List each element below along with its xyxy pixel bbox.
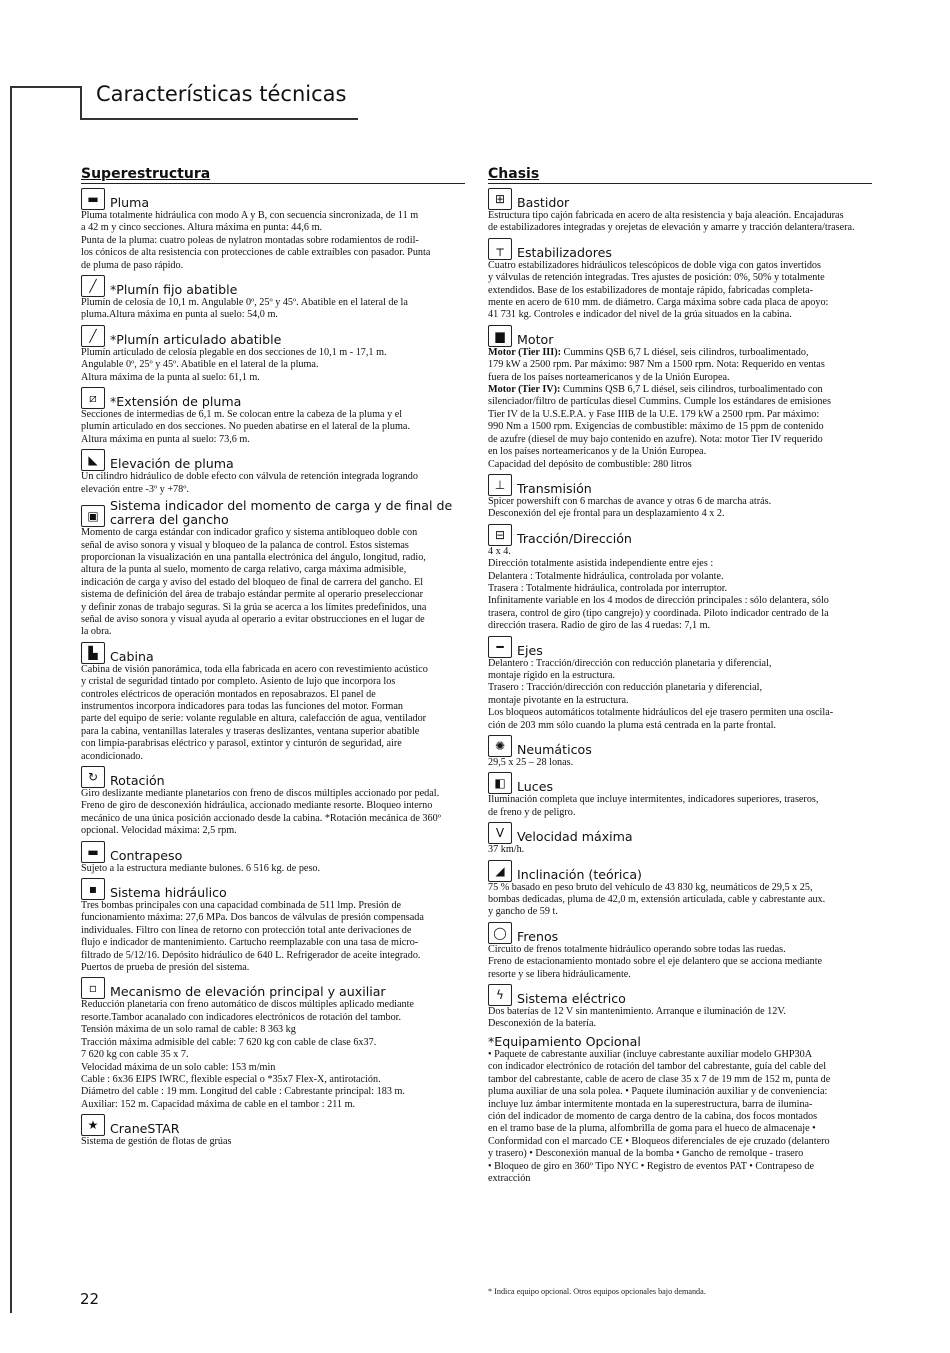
page-frame-vertical	[10, 86, 12, 1313]
superstructure-column	[81, 166, 465, 1152]
page-title: Características técnicas	[96, 82, 347, 106]
spec-section-title: Ejes	[517, 642, 543, 658]
spec-section-body: Cuatro estabilizadores hidráulicos telescópicos de doble viga con gatos invertidos y válvulas de retención integradas. Tres ajustes de posición: 0%, 50% y totalmente extendidos. Base de los estabilizadores de montaje rápido, fabricadas completa- mente en acero de 610 mm. de diámetro. Carga máxima sobre cada placa de apoyo: 41 731 kg. Controles e indicador del nivel de la grúa situados en la cabina.	[488, 259, 829, 321]
spec-section	[488, 822, 872, 856]
spec-section	[81, 325, 465, 384]
spec-section	[81, 387, 465, 446]
spec-section-title: Cabina	[110, 648, 154, 664]
spec-section-title: Bastidor	[517, 195, 570, 210]
spec-section-header	[488, 735, 872, 757]
spec-section-title: Rotación	[110, 773, 165, 788]
outrigger-icon: ┬	[488, 238, 512, 260]
spec-section	[81, 841, 465, 875]
optional-equipment-title: *Equipamiento Opcional	[488, 1033, 641, 1049]
spec-section-body: Plumín articulado de celosía plegable en dos secciones de 10,1 m - 17,1 m. Angulable 0º, 25º y 45º. Abatible en el lateral de la pluma. Altura máxima de la punta al suelo: 61,1 m.	[81, 346, 387, 383]
spec-section-body: Circuito de frenos totalmente hidráulico operando sobre todas las ruedas. Freno de estacionamiento montado sobre el eje delantero que se acciona mediante resorte y se libera hidráulicamente.	[488, 943, 823, 980]
spec-section-body: Estructura tipo cajón fabricada en acero de alta resistencia y baja aleación. Encajaduras de estabilizadores integradas y orejetas de elevación y amarre y tracción delantera/trasera.	[488, 210, 855, 234]
spec-section-body: Reducción planetaria con freno automático de discos múltiples aplicado mediante resorte.Tambor acanalado con indicadores electrónicos de rotación del tambor. Tensión máxima de un solo ramal de cable: 8 363 kg Tracción máxima admisible del cable: 7 620 kg con cable de clase 6x37. 7 620 kg con cable 35 x 7. Velocidad máxima de un solo cable: 153 m/min Cable : 6x36 EIPS IWRC, flexible especial o *35x7 Flex-X, antirotación. Diámetro del cable : 19 mm. Longitud del cable : Cabrestante principal: 183 m. Auxiliar: 152 m. Capacidad máxima de cable en el tambor : 211 m.	[81, 999, 414, 1110]
rotation-icon: ↻	[81, 766, 105, 788]
spec-section-title: Mecanismo de elevación principal y auxiliar	[110, 984, 386, 1000]
counterweight-icon: ▬	[81, 841, 105, 863]
spec-section	[81, 188, 465, 272]
spec-section-header	[488, 922, 872, 944]
page-frame-horizontal	[10, 86, 80, 88]
spec-section	[488, 772, 872, 819]
spec-section-header	[488, 636, 872, 658]
spec-section	[81, 977, 465, 1111]
spec-section-header	[81, 642, 465, 664]
spec-section-body: Dos baterías de 12 V sin mantenimiento. Arranque e iluminación de 12V. Desconexión de la batería.	[488, 1006, 786, 1030]
spec-section-title: Velocidad máxima	[517, 829, 633, 845]
spec-section-header	[488, 772, 872, 794]
spec-section-body: 37 km/h.	[488, 844, 525, 856]
spec-section-body: Giro deslizante mediante planetarios con freno de discos múltiples accionado por pedal. Freno de giro de desconexión hidráulica, accionado mediante resorte. Bloqueo interno mecánico de una única posición accionado desde la cabina. *Rotación mecánica de 360º opcional. Velocidad máxima: 2,5 rpm.	[81, 788, 441, 837]
spec-section-header	[81, 275, 465, 297]
frame-icon: ⊞	[488, 188, 512, 210]
load-moment-indicator-icon: ▣	[81, 505, 105, 527]
spec-section-header	[81, 1114, 465, 1136]
spec-section-header	[488, 238, 872, 260]
spec-section-header	[488, 822, 872, 844]
spec-section-title: Contrapeso	[110, 847, 183, 863]
tires-icon: ✺	[488, 735, 512, 757]
spec-section-header	[488, 984, 872, 1006]
footnote: * Indica equipo opcional. Otros equipos opcionales bajo demanda.	[488, 1287, 706, 1296]
spec-section-body: Sistema de gestión de flotas de grúas	[81, 1136, 232, 1148]
spec-section	[81, 449, 465, 496]
spec-section-header	[81, 188, 465, 210]
spec-section-title: Transmisión	[517, 480, 592, 496]
spec-section-title: Sistema eléctrico	[517, 991, 626, 1007]
spec-section-header	[81, 878, 465, 900]
electrical-icon: ϟ	[488, 984, 512, 1006]
spec-section-header	[488, 188, 872, 210]
chassis-column	[488, 166, 872, 1185]
engine-icon: ▆	[488, 325, 512, 347]
spec-section-body: 75 % basado en peso bruto del vehículo de 43 830 kg, neumáticos de 29,5 x 25, bombas dedicadas, pluma de 42,0 m, extensión articulada, cable y cabrestante aux. y gancho de 59 t.	[488, 881, 826, 918]
fixed-jib-icon: ╱	[81, 275, 105, 297]
articulated-jib-icon: ╱	[81, 325, 105, 347]
spec-section-title: Sistema hidráulico	[110, 885, 227, 901]
spec-section-body: Spicer powershift con 6 marchas de avance y otras 6 de marcha atrás. Desconexión del eje frontal para un desplazamiento 4 x 2.	[488, 495, 772, 520]
spec-section-body: Tres bombas principales con una capacidad combinada de 511 lmp. Presión de funcionamiento máxima: 27,6 MPa. Dos bancos de válvulas de presión compensada individuales. Filtro con línea de retorno con protección total ante derivaciones de flujo e indicador de mantenimiento. Cartucho reemplazable con una tasa de micro- filtrado de 5/12/16. Depósito hidráulico de 640 L. Refrigerador de aceite integrado. Puertos de prueba de presión del sistema.	[81, 900, 424, 974]
spec-section	[81, 1114, 465, 1148]
spec-section-header	[488, 474, 872, 496]
hoist-icon: ▫	[81, 977, 105, 999]
spec-section	[81, 878, 465, 974]
spec-section-title: Sistema indicador del momento de carga y de final de carrera del gancho	[110, 498, 453, 528]
spec-section	[488, 984, 872, 1031]
spec-section	[488, 188, 872, 235]
spec-section	[81, 642, 465, 763]
spec-section-body: Iluminación completa que incluye intermitentes, indicadores superiores, traseros, de freno y de peligro.	[488, 794, 819, 818]
spec-section-header	[488, 325, 872, 347]
spec-section-body: Pluma totalmente hidráulica con modo A y B, con secuencia sincronizada, de 11 m a 42 m y cinco secciones. Altura máxima en punta: 44,6 m. Punta de la pluma: cuatro poleas de nylatron montadas sobre rodamientos de rodil- los cónicos de alta resistencia con protecciones de cable extraíbles con pasador. Punta de pluma de paso rápido.	[81, 210, 431, 271]
boom-extension-icon: ⧄	[81, 387, 105, 409]
spec-section-body: 29,5 x 25 – 28 lonas.	[488, 757, 574, 768]
spec-section-title: *Extensión de pluma	[110, 394, 242, 410]
spec-section	[81, 766, 465, 838]
max-speed-icon: V	[488, 822, 512, 844]
spec-section-title: Inclinación (teórica)	[517, 866, 642, 882]
optional-equipment-body: • Paquete de cabrestante auxiliar (incluye cabrestante auxiliar modelo GHP30A con indicador electrónico de rotación del tambor del cabrestante, guía del cable del tambor del cabrestante, cable de acero de clase 35 x 7 de 19 mm de 152 m, punta de pluma auxiliar de una sola polea. • Paquete iluminación auxiliar y de conveniencia: incluye luz ámbar intermitente montada en la superestructura, barra de ilumina- ción del indicador de momento de carga dentro de la cabina, dos focos montados en el tramo base de la pluma, alfombrilla de goma para el hueco de almacenaje • Conformidad con el marcado CE • Bloqueos diferenciales de eje cruzado (delantero y trasero) • Desconexión manual de la bomba • Gancho de remolque - trasero • Bloqueo de giro en 360º Tipo NYC • Registro de eventos PAT • Contrapeso de extracción	[488, 1048, 831, 1184]
spec-section-body: Cabina de visión panorámica, toda ella fabricada en acero con revestimiento acústico y cristal de seguridad tintado por completo. Asiento de lujo que incorpora los controles eléctricos de operación montados en reposabrazos. El panel de instrumentos incorpora indicadores para todas las funciones del motor. Forman parte del equipo de serie: volante regulable en altura, calefacción de agua, ventilador para la cabina, ventanillas laterales y traseras deslizantes, ventana superior abatible con limpia-parabrisas eléctrico y parasol, extintor y cinturón de seguridad, aire acondicionado.	[81, 663, 428, 762]
spec-section	[488, 524, 872, 633]
boom-elevation-icon: ◣	[81, 449, 105, 471]
transmission-icon: ⊥	[488, 474, 512, 496]
spec-section-header	[81, 325, 465, 347]
page-number: 22	[80, 1290, 100, 1308]
brakes-icon: ◯	[488, 922, 512, 944]
spec-section-header	[81, 977, 465, 999]
spec-section	[488, 636, 872, 732]
spec-section-body: Secciones de intermedias de 6,1 m. Se colocan entre la cabeza de la pluma y el plumín articulado en dos secciones. No pueden abatirse en el lateral de la pluma. Altura máxima en punta al suelo: 73,6 m.	[81, 409, 410, 445]
spec-section-body: Un cilindro hidráulico de doble efecto con válvula de retención integrada logrando elevación entre -3º y +78º.	[81, 471, 418, 495]
spec-section	[488, 922, 872, 981]
spec-section	[488, 238, 872, 322]
lights-icon: ◧	[488, 772, 512, 794]
spec-section-header	[81, 841, 465, 863]
spec-section-header	[488, 524, 872, 546]
gradeability-icon: ◢	[488, 860, 512, 882]
spec-section	[81, 499, 465, 639]
spec-section	[81, 275, 465, 322]
spec-section	[488, 325, 872, 471]
spec-section-title: Motor	[517, 331, 554, 347]
spec-section-title: Neumáticos	[517, 742, 592, 757]
spec-section-body: Sujeto a la estructura mediante bulones. 6 516 kg. de peso.	[81, 862, 321, 874]
spec-section-title: Pluma	[110, 195, 150, 210]
spec-section-title: Frenos	[517, 928, 559, 944]
hydraulic-system-icon: ▪	[81, 878, 105, 900]
spec-section-header	[81, 499, 465, 527]
spec-section-header	[81, 449, 465, 471]
crane-boom-icon: ▬	[81, 188, 105, 210]
spec-section-title: Elevación de pluma	[110, 456, 234, 472]
spec-section-title: *Plumín articulado abatible	[110, 331, 282, 347]
spec-section-body: Delantero : Tracción/dirección con reducción planetaria y diferencial, montaje rígido en la estructura. Trasero : Tracción/dirección con reducción planetaria y diferencial, montaje pivotante en la estructura. Los bloqueos automáticos totalmente hidráulicos del eje trasero permiten una oscila- ción de 203 mm sólo cuando la pluma está centrada en la parte frontal.	[488, 657, 834, 731]
spec-section	[488, 860, 872, 919]
spec-section-title: Estabilizadores	[517, 244, 612, 260]
spec-section-title: *Plumín fijo abatible	[110, 282, 238, 298]
spec-section-header	[81, 766, 465, 788]
spec-section-title: CraneSTAR	[110, 1121, 180, 1137]
spec-section-body: Plumín de celosía de 10,1 m. Angulable 0º, 25º y 45º. Abatible en el lateral de la pluma.Altura máxima en punta al suelo: 54,0 m.	[81, 297, 408, 321]
spec-section-body: 4 x 4. Dirección totalmente asistida independiente entre ejes : Delantera : Totalmente hidráulica, controlada por volante. Trasera : Totalmente hidráulica, controlada por interruptor. Infinitamente variable en los 4 modos de dirección principales : sólo delantera, sólo trasera, control de giro (tipo cangrejo) y coordinada. Piloto indicador centrado de la dirección trasera. Radio de giro de las 4 ruedas: 7,1 m.	[488, 545, 829, 632]
spec-section-header	[488, 860, 872, 882]
spec-section	[488, 474, 872, 521]
spec-section	[488, 735, 872, 769]
spec-section-body: Motor (Tier III): Cummins QSB 6,7 L diésel, seis cilindros, turboalimentado, 179 kW a 2500 rpm. Par máximo: 987 Nm a 1500 rpm. Nota: Requerido en ventas fuera de los países norteamericanos y de la Unión Europea. Motor (Tier IV): Cummins QSB 6,7 L diésel, seis cilindros, turboalimentado con silenciador/filtro de partículas diesel Cummins. Cumple los estándares de emisiones Tier IV de la U.S.E.P.A. y Fase IIIB de la U.E. 179 kW a 2500 rpm. Par máximo: 990 Nm a 1500 rpm. Exigencias de combustible: máximo de 15 ppm de contenido de azufre (diesel de muy bajo contenido en azufre). Nota: motor Tier IV requerido en los países norteamericanos y de la Unión Europea. Capacidad del depósito de combustible: 280 litros	[488, 346, 831, 470]
steering-icon: ⊟	[488, 524, 512, 546]
cab-icon: ▙	[81, 642, 105, 664]
spec-section-title: Luces	[517, 779, 554, 795]
chassis-heading: Chasis	[488, 166, 872, 184]
spec-section-header	[81, 387, 465, 409]
axles-icon: ━	[488, 636, 512, 658]
superstructure-heading: Superestructura	[81, 166, 465, 184]
spec-section-body: Momento de carga estándar con indicador grafico y sistema antibloqueo doble con señal de aviso sonora y visual y bloqueo de la palanca de control. Estos sistemas proporcionan la visualización en una pantalla electrónica del ángulo, longitud, radio, altura de la punta al suelo, momento de carga relativo, carga máxima admisible, indicación de carga y aviso del estado del bloqueo de final de carrera del gancho. El sistema de definición del área de trabajo estándar permite al operario preseleccionar y definir zonas de trabajo seguras. Si la grúa se acerca a los límites predefinidos, una señal de aviso sonora y visual ayuda al operario a evitar obstrucciones en el lugar de la obra.	[81, 527, 427, 638]
spec-section-title: Tracción/Dirección	[517, 530, 632, 546]
star-icon: ★	[81, 1114, 105, 1136]
